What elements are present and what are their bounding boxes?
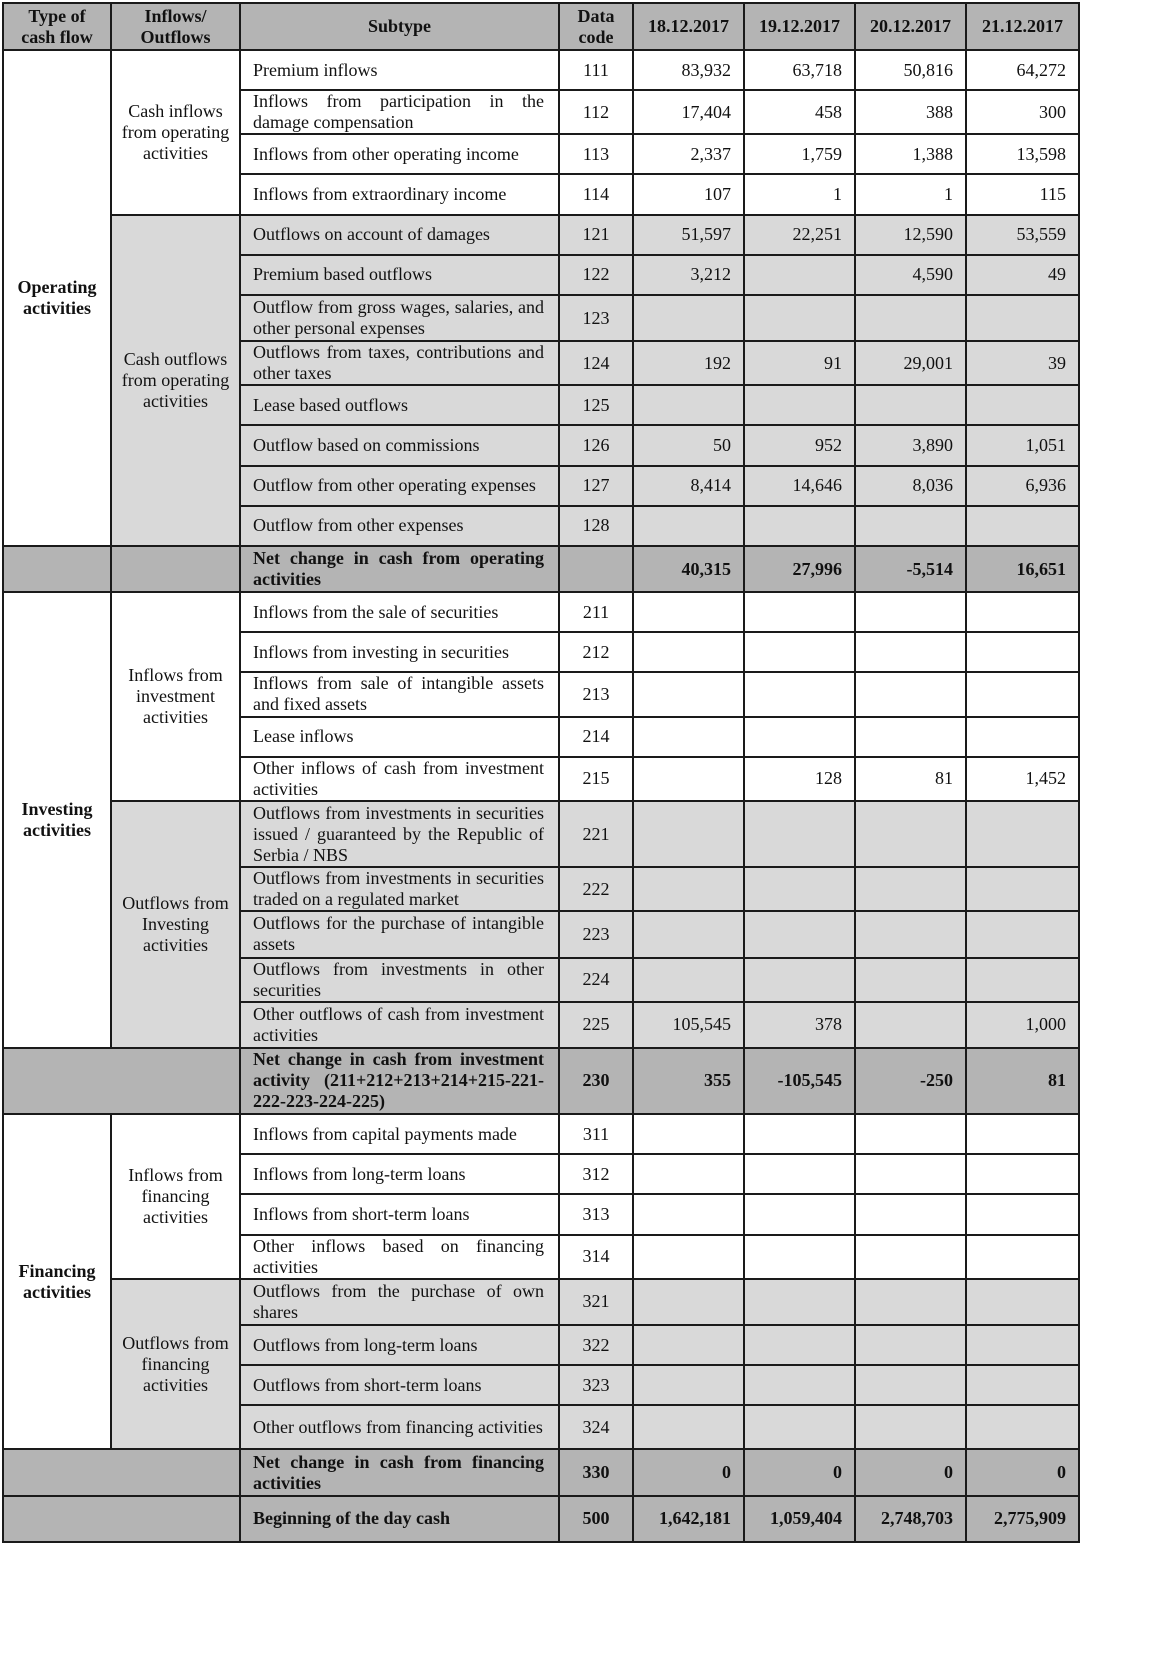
data-code-cell: 111 bbox=[559, 50, 633, 90]
value-cell bbox=[855, 958, 966, 1002]
value-cell: 22,251 bbox=[744, 215, 855, 255]
net-change-label: Net change in cash from investment activity (211+212+213+214+215-221-222-223-224-225) bbox=[240, 1048, 559, 1114]
value-cell bbox=[744, 1405, 855, 1449]
value-cell: 81 bbox=[855, 757, 966, 801]
value-cell bbox=[855, 672, 966, 716]
data-code-cell: 322 bbox=[559, 1325, 633, 1365]
value-cell bbox=[633, 1405, 744, 1449]
value-cell: 1,051 bbox=[966, 425, 1079, 465]
data-code-cell: 311 bbox=[559, 1114, 633, 1154]
value-cell bbox=[744, 506, 855, 546]
subtype-cell: Outflows from long-term loans bbox=[240, 1325, 559, 1365]
value-cell bbox=[633, 911, 744, 957]
subtype-cell: Other outflows from financing activities bbox=[240, 1405, 559, 1449]
value-cell: 3,890 bbox=[855, 425, 966, 465]
data-code-cell: 221 bbox=[559, 801, 633, 867]
value-cell bbox=[966, 1154, 1079, 1194]
value-cell bbox=[966, 672, 1079, 716]
blank-cell bbox=[3, 1449, 240, 1495]
net-change-label: Net change in cash from financing activities bbox=[240, 1449, 559, 1495]
data-code-cell: 230 bbox=[559, 1048, 633, 1114]
subtype-cell: Outflows from taxes, contributions and other taxes bbox=[240, 341, 559, 385]
value-cell bbox=[966, 1279, 1079, 1325]
value-cell bbox=[633, 1194, 744, 1234]
value-cell: 1 bbox=[855, 174, 966, 214]
data-code-cell: 128 bbox=[559, 506, 633, 546]
value-cell bbox=[633, 717, 744, 757]
flow-group-cell: Outflows from financing activities bbox=[111, 1279, 240, 1450]
cash-flow-table bbox=[2, 2, 1080, 1543]
table-row bbox=[3, 1114, 1079, 1154]
value-cell: 128 bbox=[744, 757, 855, 801]
value-cell: 1,000 bbox=[966, 1002, 1079, 1048]
subtype-cell: Other inflows based on financing activities bbox=[240, 1235, 559, 1279]
subtype-cell: Outflow based on commissions bbox=[240, 425, 559, 465]
table-row bbox=[3, 592, 1079, 632]
value-cell bbox=[744, 717, 855, 757]
value-cell bbox=[966, 1114, 1079, 1154]
value-cell bbox=[633, 1279, 744, 1325]
subtype-cell: Outflows from investments in other securities bbox=[240, 958, 559, 1002]
value-cell bbox=[855, 1365, 966, 1405]
data-code-cell: 321 bbox=[559, 1279, 633, 1325]
value-cell bbox=[744, 958, 855, 1002]
value-cell: 8,414 bbox=[633, 466, 744, 506]
header-cell: 19.12.2017 bbox=[744, 3, 855, 50]
value-cell bbox=[633, 867, 744, 911]
value-cell bbox=[744, 295, 855, 341]
value-cell bbox=[966, 1365, 1079, 1405]
value-cell: 115 bbox=[966, 174, 1079, 214]
data-code-cell: 312 bbox=[559, 1154, 633, 1194]
net-value-cell: -5,514 bbox=[855, 546, 966, 592]
table-row bbox=[3, 1279, 1079, 1325]
value-cell bbox=[855, 385, 966, 425]
subtype-cell: Inflows from participation in the damage compensation bbox=[240, 90, 559, 134]
value-cell: 39 bbox=[966, 341, 1079, 385]
value-cell: 6,936 bbox=[966, 466, 1079, 506]
net-value-cell: 40,315 bbox=[633, 546, 744, 592]
activity-type-cell: Operating activities bbox=[3, 50, 111, 546]
value-cell bbox=[744, 911, 855, 957]
data-code-cell: 112 bbox=[559, 90, 633, 134]
beginning-cash-value: 2,748,703 bbox=[855, 1496, 966, 1542]
value-cell bbox=[744, 632, 855, 672]
beginning-cash-value: 1,059,404 bbox=[744, 1496, 855, 1542]
value-cell: 1,452 bbox=[966, 757, 1079, 801]
subtype-cell: Outflows on account of damages bbox=[240, 215, 559, 255]
blank-cell bbox=[3, 546, 111, 592]
value-cell: 1,388 bbox=[855, 134, 966, 174]
data-code-cell: 330 bbox=[559, 1449, 633, 1495]
subtype-cell: Lease inflows bbox=[240, 717, 559, 757]
value-cell bbox=[633, 592, 744, 632]
value-cell bbox=[855, 801, 966, 867]
net-change-row bbox=[3, 546, 1079, 592]
value-cell bbox=[855, 1405, 966, 1449]
value-cell: 53,559 bbox=[966, 215, 1079, 255]
value-cell bbox=[966, 1235, 1079, 1279]
value-cell: 91 bbox=[744, 341, 855, 385]
value-cell bbox=[633, 632, 744, 672]
value-cell bbox=[966, 295, 1079, 341]
value-cell bbox=[966, 717, 1079, 757]
value-cell: 105,545 bbox=[633, 1002, 744, 1048]
value-cell bbox=[966, 911, 1079, 957]
value-cell bbox=[966, 592, 1079, 632]
flow-group-cell: Outflows from Investing activities bbox=[111, 801, 240, 1048]
value-cell bbox=[633, 672, 744, 716]
value-cell bbox=[855, 867, 966, 911]
flow-group-cell: Cash outflows from operating activities bbox=[111, 215, 240, 546]
data-code-cell: 125 bbox=[559, 385, 633, 425]
data-code-cell: 224 bbox=[559, 958, 633, 1002]
table-body bbox=[3, 50, 1079, 1542]
value-cell: 388 bbox=[855, 90, 966, 134]
subtype-cell: Outflows from short-term loans bbox=[240, 1365, 559, 1405]
subtype-cell: Outflows for the purchase of intangible assets bbox=[240, 911, 559, 957]
value-cell bbox=[966, 1325, 1079, 1365]
header-cell: Subtype bbox=[240, 3, 559, 50]
data-code-cell: 314 bbox=[559, 1235, 633, 1279]
value-cell bbox=[855, 506, 966, 546]
data-code-cell: 222 bbox=[559, 867, 633, 911]
value-cell: 17,404 bbox=[633, 90, 744, 134]
net-value-cell: 81 bbox=[966, 1048, 1079, 1114]
data-code-cell: 126 bbox=[559, 425, 633, 465]
header-cell: Inflows/ Outflows bbox=[111, 3, 240, 50]
net-change-row bbox=[3, 1048, 1079, 1114]
flow-group-cell: Inflows from investment activities bbox=[111, 592, 240, 801]
data-code-cell: 121 bbox=[559, 215, 633, 255]
value-cell: 13,598 bbox=[966, 134, 1079, 174]
value-cell: 29,001 bbox=[855, 341, 966, 385]
net-change-row bbox=[3, 1449, 1079, 1495]
value-cell: 14,646 bbox=[744, 466, 855, 506]
value-cell bbox=[633, 1325, 744, 1365]
blank-cell bbox=[3, 1496, 240, 1542]
value-cell bbox=[633, 1365, 744, 1405]
value-cell bbox=[855, 911, 966, 957]
data-code-cell: 212 bbox=[559, 632, 633, 672]
blank-cell bbox=[3, 1048, 240, 1114]
subtype-cell: Outflows from investments in securities issued / guaranteed by the Republic of Serbia / NBS bbox=[240, 801, 559, 867]
blank-cell bbox=[111, 546, 240, 592]
value-cell bbox=[966, 801, 1079, 867]
value-cell bbox=[855, 592, 966, 632]
beginning-cash-row bbox=[3, 1496, 1079, 1542]
data-code-cell: 127 bbox=[559, 466, 633, 506]
value-cell: 50,816 bbox=[855, 50, 966, 90]
value-cell bbox=[855, 1194, 966, 1234]
value-cell bbox=[633, 295, 744, 341]
data-code-cell: 313 bbox=[559, 1194, 633, 1234]
value-cell bbox=[633, 757, 744, 801]
value-cell bbox=[855, 1114, 966, 1154]
subtype-cell: Other inflows of cash from investment activities bbox=[240, 757, 559, 801]
value-cell: 3,212 bbox=[633, 255, 744, 295]
table-row bbox=[3, 801, 1079, 867]
value-cell: 63,718 bbox=[744, 50, 855, 90]
value-cell bbox=[744, 1194, 855, 1234]
value-cell bbox=[855, 295, 966, 341]
value-cell bbox=[744, 1114, 855, 1154]
value-cell bbox=[633, 801, 744, 867]
value-cell: 378 bbox=[744, 1002, 855, 1048]
value-cell: 83,932 bbox=[633, 50, 744, 90]
value-cell bbox=[744, 867, 855, 911]
value-cell bbox=[633, 385, 744, 425]
data-code-cell: 114 bbox=[559, 174, 633, 214]
header-cell: 21.12.2017 bbox=[966, 3, 1079, 50]
subtype-cell: Premium based outflows bbox=[240, 255, 559, 295]
net-value-cell: 0 bbox=[744, 1449, 855, 1495]
subtype-cell: Outflow from other operating expenses bbox=[240, 466, 559, 506]
data-code-cell: 223 bbox=[559, 911, 633, 957]
value-cell bbox=[966, 958, 1079, 1002]
subtype-cell: Inflows from short-term loans bbox=[240, 1194, 559, 1234]
net-value-cell: 16,651 bbox=[966, 546, 1079, 592]
table-row bbox=[3, 215, 1079, 255]
value-cell bbox=[744, 1154, 855, 1194]
value-cell bbox=[855, 1154, 966, 1194]
value-cell bbox=[744, 1279, 855, 1325]
net-value-cell: -105,545 bbox=[744, 1048, 855, 1114]
subtype-cell: Inflows from long-term loans bbox=[240, 1154, 559, 1194]
flow-group-cell: Inflows from financing activities bbox=[111, 1114, 240, 1279]
value-cell bbox=[633, 1235, 744, 1279]
value-cell: 8,036 bbox=[855, 466, 966, 506]
subtype-cell: Premium inflows bbox=[240, 50, 559, 90]
subtype-cell: Inflows from extraordinary income bbox=[240, 174, 559, 214]
value-cell bbox=[966, 1405, 1079, 1449]
subtype-cell: Lease based outflows bbox=[240, 385, 559, 425]
data-code-cell: 211 bbox=[559, 592, 633, 632]
table-row bbox=[3, 50, 1079, 90]
value-cell bbox=[744, 801, 855, 867]
value-cell: 51,597 bbox=[633, 215, 744, 255]
value-cell bbox=[633, 1154, 744, 1194]
header-cell: Type of cash flow bbox=[3, 3, 111, 50]
header-cell: 18.12.2017 bbox=[633, 3, 744, 50]
net-value-cell: 27,996 bbox=[744, 546, 855, 592]
data-code-cell: 324 bbox=[559, 1405, 633, 1449]
value-cell bbox=[744, 385, 855, 425]
value-cell bbox=[633, 958, 744, 1002]
data-code-cell: 214 bbox=[559, 717, 633, 757]
value-cell: 64,272 bbox=[966, 50, 1079, 90]
value-cell bbox=[744, 1365, 855, 1405]
data-code-cell: 215 bbox=[559, 757, 633, 801]
subtype-cell: Other outflows of cash from investment activities bbox=[240, 1002, 559, 1048]
subtype-cell: Outflows from the purchase of own shares bbox=[240, 1279, 559, 1325]
subtype-cell: Outflow from gross wages, salaries, and other personal expenses bbox=[240, 295, 559, 341]
subtype-cell: Outflows from investments in securities traded on a regulated market bbox=[240, 867, 559, 911]
value-cell bbox=[966, 1194, 1079, 1234]
value-cell bbox=[855, 1235, 966, 1279]
data-code-cell: 124 bbox=[559, 341, 633, 385]
value-cell: 1,759 bbox=[744, 134, 855, 174]
value-cell: 49 bbox=[966, 255, 1079, 295]
value-cell bbox=[855, 717, 966, 757]
value-cell: 50 bbox=[633, 425, 744, 465]
data-code-cell: 123 bbox=[559, 295, 633, 341]
data-code-cell: 213 bbox=[559, 672, 633, 716]
flow-group-cell: Cash inflows from operating activities bbox=[111, 50, 240, 215]
subtype-cell: Inflows from sale of intangible assets and fixed assets bbox=[240, 672, 559, 716]
value-cell bbox=[966, 867, 1079, 911]
value-cell bbox=[966, 632, 1079, 672]
net-value-cell: 355 bbox=[633, 1048, 744, 1114]
value-cell bbox=[855, 632, 966, 672]
subtype-cell: Inflows from investing in securities bbox=[240, 632, 559, 672]
header-row bbox=[3, 3, 1079, 50]
activity-type-cell: Financing activities bbox=[3, 1114, 111, 1449]
value-cell: 107 bbox=[633, 174, 744, 214]
data-code-cell: 225 bbox=[559, 1002, 633, 1048]
value-cell: 952 bbox=[744, 425, 855, 465]
value-cell: 458 bbox=[744, 90, 855, 134]
beginning-cash-label: Beginning of the day cash bbox=[240, 1496, 559, 1542]
net-value-cell: 0 bbox=[633, 1449, 744, 1495]
net-value-cell: -250 bbox=[855, 1048, 966, 1114]
net-value-cell: 0 bbox=[966, 1449, 1079, 1495]
value-cell: 300 bbox=[966, 90, 1079, 134]
data-code-cell: 500 bbox=[559, 1496, 633, 1542]
beginning-cash-value: 2,775,909 bbox=[966, 1496, 1079, 1542]
value-cell bbox=[966, 385, 1079, 425]
subtype-cell: Inflows from capital payments made bbox=[240, 1114, 559, 1154]
value-cell bbox=[966, 506, 1079, 546]
value-cell bbox=[744, 1325, 855, 1365]
value-cell: 192 bbox=[633, 341, 744, 385]
value-cell bbox=[855, 1325, 966, 1365]
net-change-label: Net change in cash from operating activities bbox=[240, 546, 559, 592]
value-cell bbox=[744, 1235, 855, 1279]
value-cell bbox=[744, 592, 855, 632]
value-cell bbox=[744, 255, 855, 295]
value-cell: 12,590 bbox=[855, 215, 966, 255]
subtype-cell: Inflows from the sale of securities bbox=[240, 592, 559, 632]
beginning-cash-value: 1,642,181 bbox=[633, 1496, 744, 1542]
value-cell bbox=[855, 1279, 966, 1325]
subtype-cell: Inflows from other operating income bbox=[240, 134, 559, 174]
value-cell: 2,337 bbox=[633, 134, 744, 174]
net-value-cell: 0 bbox=[855, 1449, 966, 1495]
subtype-cell: Outflow from other expenses bbox=[240, 506, 559, 546]
value-cell bbox=[633, 506, 744, 546]
value-cell: 4,590 bbox=[855, 255, 966, 295]
header-cell: 20.12.2017 bbox=[855, 3, 966, 50]
data-code-cell: 122 bbox=[559, 255, 633, 295]
data-code-cell bbox=[559, 546, 633, 592]
value-cell bbox=[855, 1002, 966, 1048]
value-cell bbox=[633, 1114, 744, 1154]
data-code-cell: 323 bbox=[559, 1365, 633, 1405]
data-code-cell: 113 bbox=[559, 134, 633, 174]
value-cell: 1 bbox=[744, 174, 855, 214]
header-cell: Data code bbox=[559, 3, 633, 50]
value-cell bbox=[744, 672, 855, 716]
activity-type-cell: Investing activities bbox=[3, 592, 111, 1048]
